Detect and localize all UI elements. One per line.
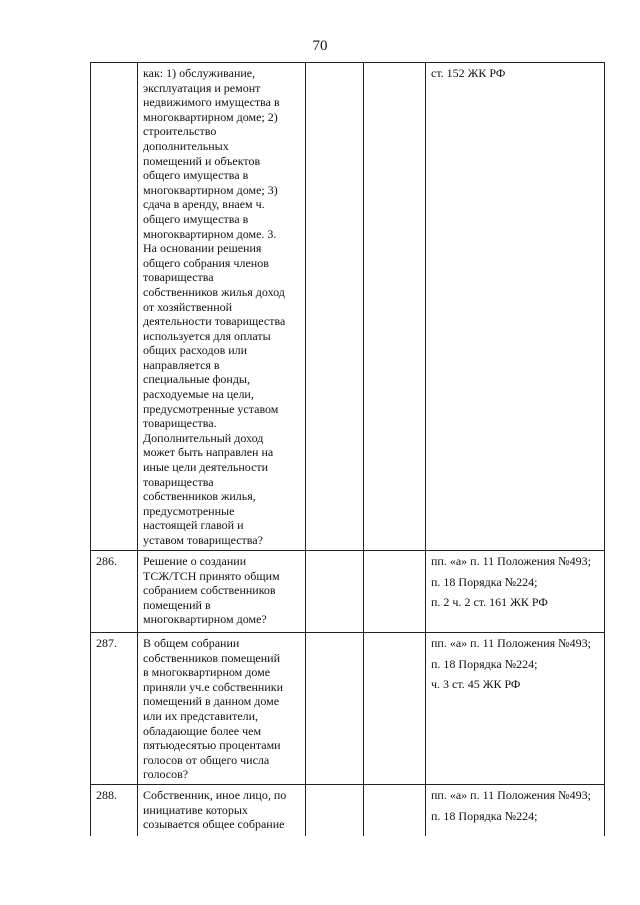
- answer-yes-cell: [306, 633, 364, 785]
- answer-yes-cell: [306, 551, 364, 633]
- question-cell: [138, 63, 306, 551]
- question-cell: [138, 784, 306, 836]
- reference-line: ч. 3 ст. 45 ЖК РФ: [431, 677, 521, 692]
- table-row: [91, 551, 605, 633]
- question-text: Решение о создании ТСЖ/ТСН принято общим собранием собственников помещений в многоквартирном доме?: [143, 554, 280, 627]
- answer-no-cell: [364, 551, 426, 633]
- reference-cell: [426, 551, 605, 633]
- reference-line: пп. «а» п. 11 Положения №493;: [431, 554, 591, 568]
- page-number: 70: [312, 38, 328, 54]
- question-text: как: 1) обслуживание, эксплуатация и ремонт недвижимого имущества в многоквартирном доме; 2) строительство дополнительных помещений и объектов общего имущества в многоквартирном доме; 3) сдача в аренду, внаем ч. общего имущества в многоквартирном доме. 3. На основании решения общего собрания членов товарищества собственников жилья доход от хозяйственной деятельности товарищества используется для оплаты общих расходов или направляется в специальные фонды, расходуемые на цели, предусмотренные уставом товарищества. Дополнительный доход может быть направлен на иные цели деятельности товарищества собственников жилья, предусмотренные настоящей главой и уставом товарищества?: [143, 66, 286, 547]
- reference-line: ст. 152 ЖК РФ: [431, 66, 506, 80]
- answer-yes-cell: [306, 784, 364, 836]
- table-row: [91, 63, 605, 551]
- row-number: [91, 63, 138, 551]
- reference-cell: [426, 784, 605, 836]
- reference-line: п. 18 Порядка №224;: [431, 656, 538, 671]
- table-row: [91, 633, 605, 785]
- row-number: 288.: [91, 784, 138, 836]
- answer-no-cell: [364, 633, 426, 785]
- row-number: 286.: [91, 551, 138, 633]
- reference-cell: [426, 63, 605, 551]
- reference-line: п. 2 ч. 2 ст. 161 ЖК РФ: [431, 595, 548, 610]
- reference-line: п. 18 Порядка №224;: [431, 574, 538, 589]
- reference-line: пп. «а» п. 11 Положения №493;: [431, 787, 591, 802]
- reference-cell: [426, 633, 605, 785]
- answer-no-cell: [364, 784, 426, 836]
- question-cell: [138, 633, 306, 785]
- reference-line: пп. «а» п. 11 Положения №493;: [431, 636, 591, 650]
- answer-no-cell: [364, 63, 426, 551]
- answer-yes-cell: [306, 63, 364, 551]
- question-text: Собственник, иное лицо, по инициативе которых созывается общее собрание: [143, 787, 287, 832]
- row-number: 287.: [91, 633, 138, 785]
- question-cell: [138, 551, 306, 633]
- question-text: В общем собрании собственников помещений в многоквартирном доме приняли уч.е собственники помещений в данном доме или их представители, обладающие более чем пятьюдесятью процентами голосов от общего числа голосов?: [143, 636, 283, 782]
- checklist-table: [90, 62, 605, 836]
- table-row: [91, 784, 605, 836]
- reference-line: п. 18 Порядка №224;: [431, 808, 538, 823]
